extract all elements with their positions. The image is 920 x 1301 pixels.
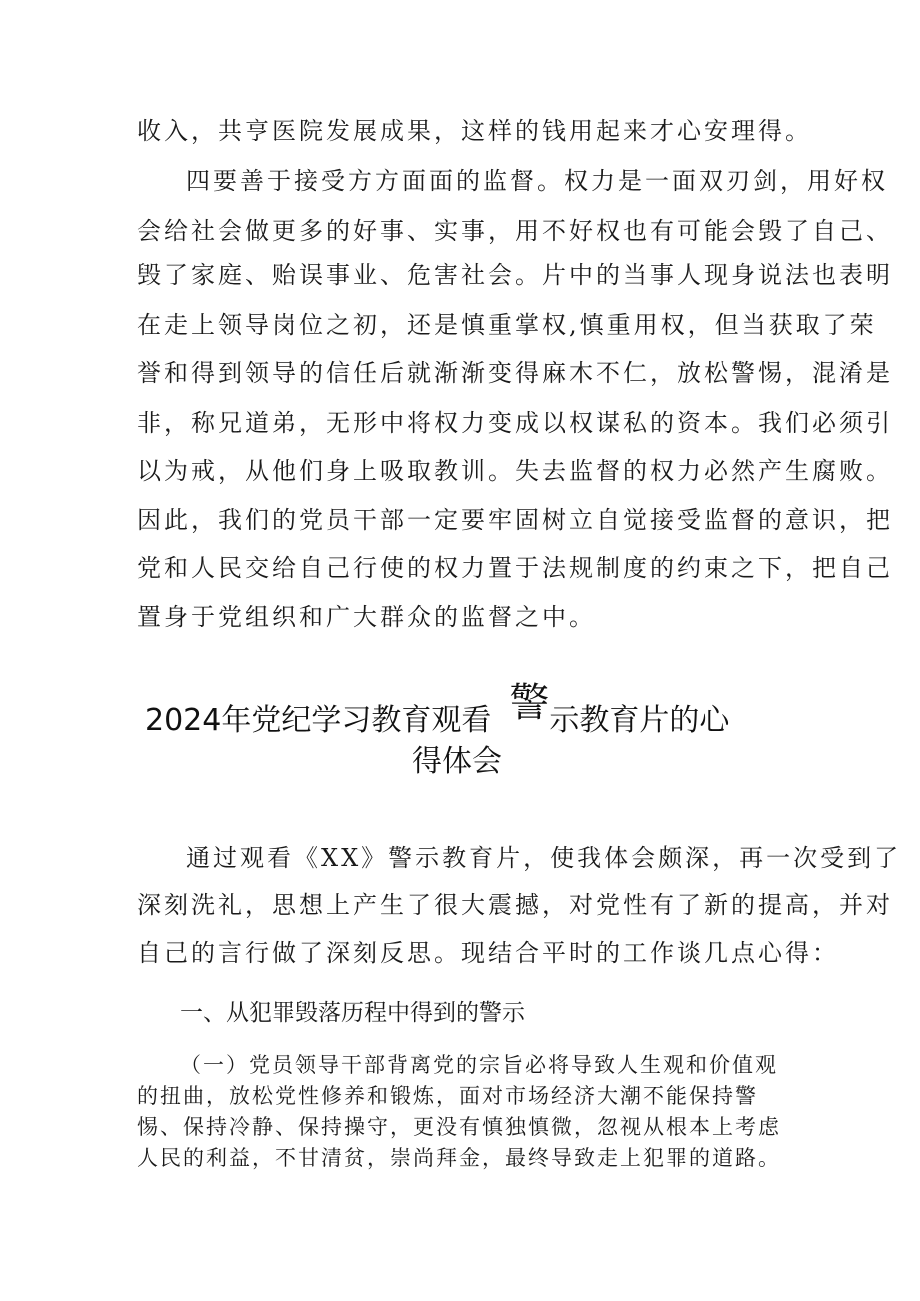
page-title-line-2: 得体会 [412,744,502,779]
paragraph-line: 自己的言行做了深刻反思。现结合平时的工作谈几点心得： [137,939,839,967]
paragraph-line: 深刻洗礼，思想上产生了很大震撼，对党性有了新的提高，并对 [137,891,893,919]
title-part-2: 警 [509,680,550,726]
section-heading: 一、从犯罪毁落历程中得到的警示 [180,1000,525,1026]
paragraph-line: 会给社会做更多的好事、实事，用不好权也有可能会毁了自己、 [137,217,893,245]
title-part-1: 2024年党纪学习教育观看 [145,703,492,738]
paragraph-line: 人民的利益，不甘清贫，崇尚拜金，最终导致走上犯罪的道路。 [137,1146,781,1170]
paragraph-line: 置身于党组织和广大群众的监督之中。 [137,603,596,631]
page-title [145,680,730,741]
paragraph-line: 因此，我们的党员干部一定要牢固树立自觉接受监督的意识，把 [137,506,893,534]
paragraph-line: 在走上领导岗位之初，还是慎重掌权,慎重用权，但当获取了荣 [137,311,877,339]
paragraph-line: 收入，共亨医院发展成果，这样的钱用起来才心安理得。 [137,117,812,145]
paragraph-line: 以为戒，从他们身上吸取教训。失去监督的权力必然产生腐败。 [137,457,893,485]
paragraph-line: 非，称兄道弟，无形中将权力变成以权谋私的资本。我们必须引 [137,409,893,437]
title-part-3: 示教育片的心 [549,703,730,738]
paragraph-line: 通过观看《XX》警示教育片，使我体会颇深，再一次受到了 [186,844,902,872]
paragraph-line: 誉和得到领导的信任后就渐渐变得麻木不仁，放松警惕，混淆是 [137,359,893,387]
paragraph-line: 党和人民交给自己行使的权力置于法规制度的约束之下，把自己 [137,554,893,582]
paragraph-line: （一）党员领导干部背离党的宗旨必将导致人生观和价值观 [180,1053,778,1077]
paragraph-line: 惕、保持冷静、保持操守，更没有慎独慎微，忽视从根本上考虑 [137,1115,781,1139]
paragraph-line: 四要善于接受方方面面的监督。权力是一面双刃剑，用好权 [186,167,888,195]
paragraph-line: 毁了家庭、贻误事业、危害社会。片中的当事人现身说法也表明 [137,261,893,289]
paragraph-line: 的扭曲，放松党性修养和锻炼，面对市场经济大潮不能保持警 [137,1084,758,1108]
